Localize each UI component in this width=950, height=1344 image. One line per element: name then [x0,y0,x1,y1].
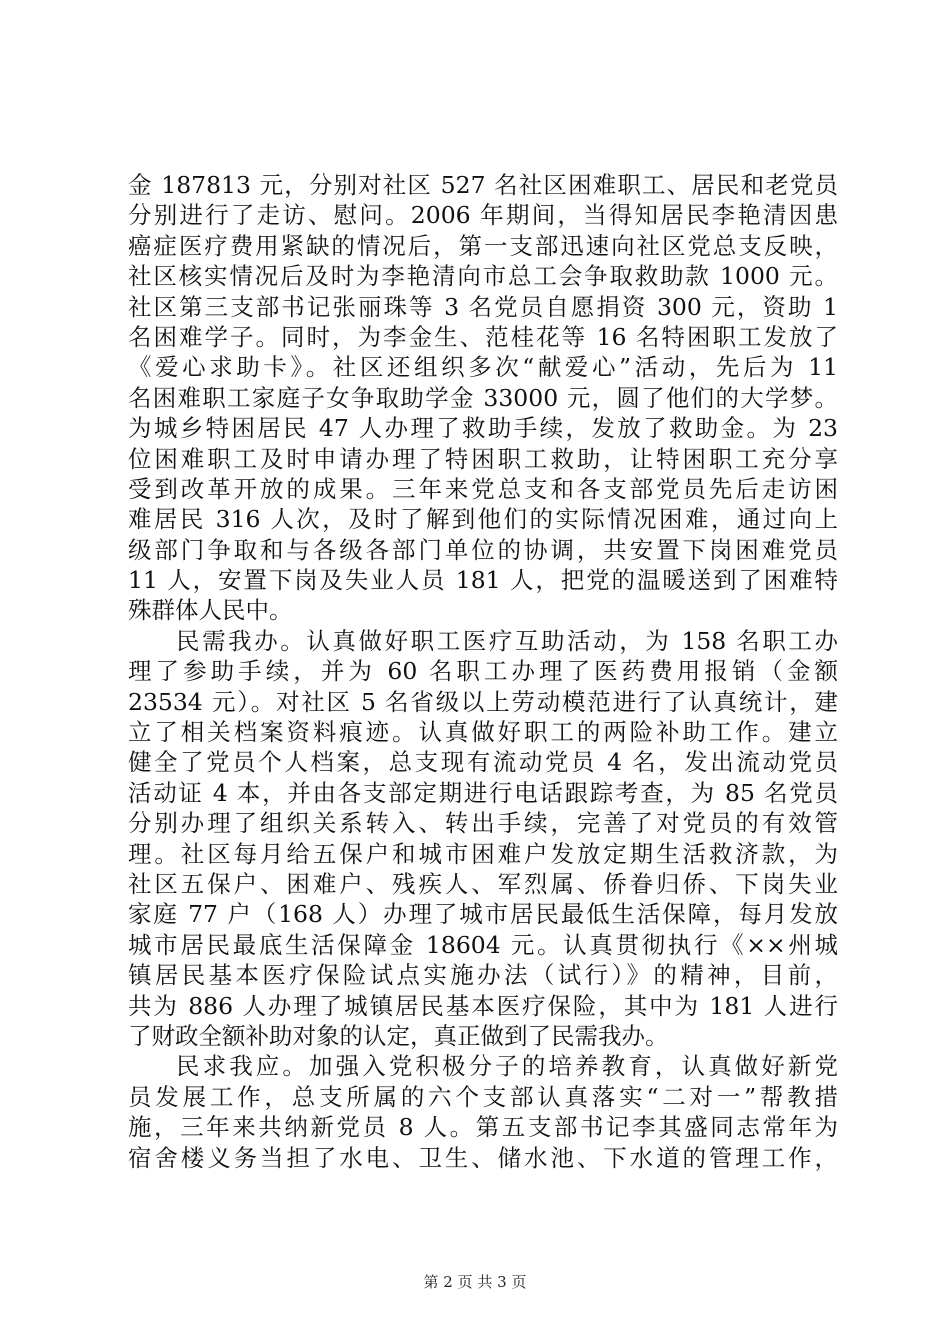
text-line: 民需我办。认真做好职工医疗互助活动，为 158 名职工办 [176,626,838,655]
text-line: 了财政全额补助对象的认定，真正做到了民需我办。 [128,1021,669,1050]
text-line: 社区第三支部书记张丽珠等 3 名党员自愿捐资 300 元，资助 1 [128,292,838,321]
text-line: 难居民 316 人次，及时了解到他们的实际情况困难，通过向上 [128,505,838,534]
text-line: 镇居民基本医疗保险试点实施办法（试行）》的精神，目前， [128,961,838,990]
text-line: 级部门争取和与各级各部门单位的协调，共安置下岗困难党员 [128,535,838,564]
text-line: 殊群体人民中。 [128,596,293,625]
text-line: 立了相关档案资料痕迹。认真做好职工的两险补助工作。建立 [128,718,838,747]
document-body [128,170,838,1173]
text-line: 活动证 4 本，并由各支部定期进行电话跟踪考查，为 85 名党员 [128,778,838,807]
text-line: 《爱心求助卡》。社区还组织多次“献爱心”活动，先后为 11 [128,353,838,382]
text-line: 理了参助手续，并为 60 名职工办理了医药费用报销（金额 [128,657,838,686]
text-line: 受到改革开放的成果。三年来党总支和各支部党员先后走访困 [128,474,838,503]
text-line: 民求我应。加强入党积极分子的培养教育，认真做好新党 [176,1052,838,1081]
text-line: 员发展工作，总支所属的六个支部认真落实“二对一”帮教措 [128,1082,838,1111]
text-line: 23534 元）。对社区 5 名省级以上劳动模范进行了认真统计，建 [128,687,838,716]
text-line: 宿舍楼义务当担了水电、卫生、储水池、下水道的管理工作， [128,1143,838,1172]
text-line: 施，三年来共纳新党员 8 人。第五支部书记李其盛同志常年为 [128,1113,838,1142]
text-line: 健全了党员个人档案，总支现有流动党员 4 名，发出流动党员 [128,748,838,777]
text-line: 癌症医疗费用紧缺的情况后，第一支部迅速向社区党总支反映， [128,231,838,260]
text-line: 位困难职工及时申请办理了特困职工救助，让特困职工充分享 [128,444,838,473]
text-line: 城市居民最底生活保障金 18604 元。认真贯彻执行《××州城 [128,930,838,959]
text-line: 为城乡特困居民 47 人办理了救助手续，发放了救助金。为 23 [128,414,838,443]
text-line: 理。社区每月给五保户和城市困难户发放定期生活救济款，为 [128,839,838,868]
text-line: 社区核实情况后及时为李艳清向市总工会争取救助款 1000 元。 [128,262,838,291]
text-line: 社区五保户、困难户、残疾人、军烈属、侨眷归侨、下岗失业 [128,869,838,898]
text-line: 名困难职工家庭子女争取助学金 33000 元，圆了他们的大学梦。 [128,383,838,412]
text-line: 金 187813 元，分别对社区 527 名社区困难职工、居民和老党员 [128,171,838,199]
text-line: 家庭 77 户（168 人）办理了城市居民最低生活保障，每月发放 [128,900,838,929]
text-line: 共为 886 人办理了城镇居民基本医疗保险，其中为 181 人进行 [128,991,838,1020]
page-footer: 第 2 页 共 3 页 [423,1273,527,1291]
text-line: 分别办理了组织关系转入、转出手续，完善了对党员的有效管 [128,809,838,838]
text-line: 11 人，安置下岗及失业人员 181 人，把党的温暖送到了困难特 [128,566,838,595]
text-line: 名困难学子。同时，为李金生、范桂花等 16 名特困职工发放了 [128,322,838,351]
text-line: 分别进行了走访、慰问。2006 年期间，当得知居民李艳清因患 [128,201,838,230]
